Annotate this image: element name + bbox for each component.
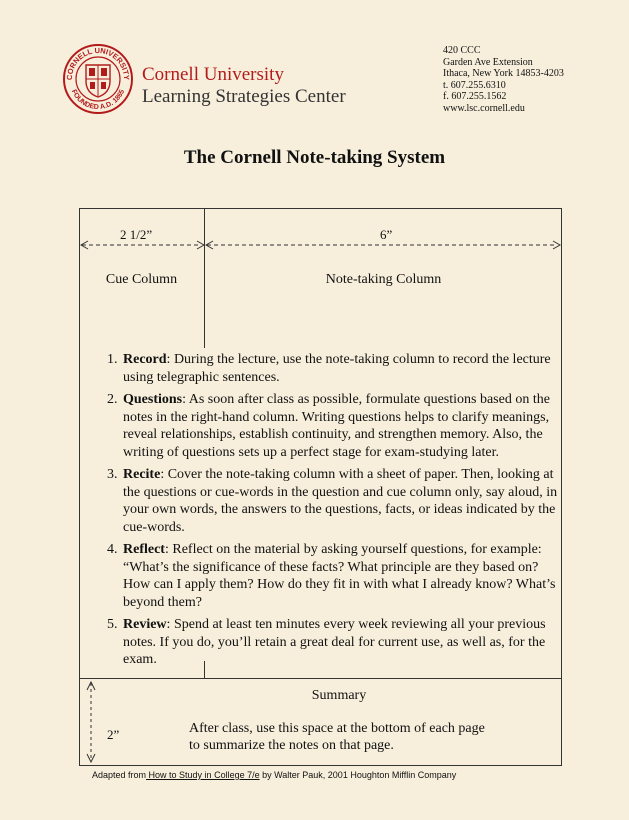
height-dimension-arrow xyxy=(85,680,97,764)
contact-website: www.lsc.cornell.edu xyxy=(443,102,525,114)
step-text: During the lecture, use the note-taking column to record the lecture using telegraphic sentences. xyxy=(123,352,551,385)
contact-phone: t. 607.255.6310 xyxy=(443,79,506,91)
book-title-link[interactable]: How to Study in College 7/e xyxy=(146,770,260,780)
step-term: Record xyxy=(123,352,167,367)
footer-citation: Adapted from How to Study in College 7/e by Walter Pauk, 2001 Houghton Mifflin Company xyxy=(92,770,457,780)
cue-column-label: Cue Column xyxy=(105,272,178,287)
summary-title: Summary xyxy=(311,688,367,703)
notes-column-label: Note-taking Column xyxy=(325,272,442,287)
contact-address-3: Ithaca, New York 14853-4203 xyxy=(443,68,564,79)
step-term: Questions xyxy=(123,392,183,407)
contact-address-1: 420 CCC xyxy=(443,45,481,56)
contact-block xyxy=(443,45,564,114)
step-term: Recite xyxy=(123,467,161,482)
cornell-seal-logo xyxy=(62,43,134,115)
step-term: Review xyxy=(123,617,167,632)
list-item: 5. Review: Spend at least ten minutes every week reviewing all your previous notes. If you do, you’ll retain a great deal for current use, as well as, for the exam. xyxy=(121,616,561,669)
list-item: 4. Reflect: Reflect on the material by asking yourself questions, for example: “What’s the significance of these facts? What principle are they based on? How can I apply them? How do they fit in with what I already know? What’s beyond them? xyxy=(121,541,561,611)
step-text: As soon after class as possible, formulate questions based on the notes in the right-hand column. Writing questions helps to clarify meanings, reveal relationships, establish continuity, and strengthen memory. Also, the writing of questions sets up a perfect stage for exam-studying later. xyxy=(123,392,550,460)
notes-width-label: 6” xyxy=(380,227,393,242)
cue-width-label: 2 1/2” xyxy=(120,227,153,242)
step-text: Cover the note-taking column with a sheet of paper. Then, looking at the questions or cue-words in the question and cue column only, say aloud, in your own words, the answers to the questions, facts, or ideas indicated by the cue-words. xyxy=(123,467,558,535)
summary-height-label: 2” xyxy=(107,727,120,742)
step-text: Reflect on the material by asking yourself questions, for example: “What’s the significance of these facts? What principle are they based on? How can I apply them? How do they fit in with what I already know? What’s beyond them? xyxy=(123,542,556,610)
svg-text:CORNELL UNIVERSITY: CORNELL UNIVERSITY xyxy=(64,45,132,81)
list-item: 3. Recite: Cover the note-taking column with a sheet of paper. Then, looking at the questions or cue-words in the question and cue column only, say aloud, in your own words, the answers to the questions, facts, or ideas indicated by the cue-words. xyxy=(121,466,561,536)
svg-text:FOUNDED A.D. 1865: FOUNDED A.D. 1865 xyxy=(69,88,127,112)
summary-divider xyxy=(79,678,562,679)
org-subtitle: Learning Strategies Center xyxy=(142,86,346,107)
contact-fax: f. 607.255.1562 xyxy=(443,91,507,102)
step-term: Reflect xyxy=(123,542,165,557)
page-title: The Cornell Note-taking System xyxy=(183,147,446,168)
contact-address-2: Garden Ave Extension xyxy=(443,56,533,68)
list-item: 2. Questions: As soon after class as possible, formulate questions based on the notes in the right-hand column. Writing questions helps to clarify meanings, reveal relationships, establish continuity, and strengthen memory. Also, the writing of questions sets up a perfect stage for exam-studying later. xyxy=(121,391,561,461)
list-item: 1. Record: During the lecture, use the note-taking column to record the lecture using telegraphic sentences. xyxy=(121,351,561,386)
org-name: Cornell University xyxy=(142,64,284,85)
summary-text: After class, use this space at the bottom of each page to summarize the notes on that page. xyxy=(189,721,485,753)
step-text: Spend at least ten minutes every week reviewing all your previous notes. If you do, you’ll retain a great deal for current use, as well as, for the exam. xyxy=(123,617,546,667)
steps-list xyxy=(97,351,561,674)
